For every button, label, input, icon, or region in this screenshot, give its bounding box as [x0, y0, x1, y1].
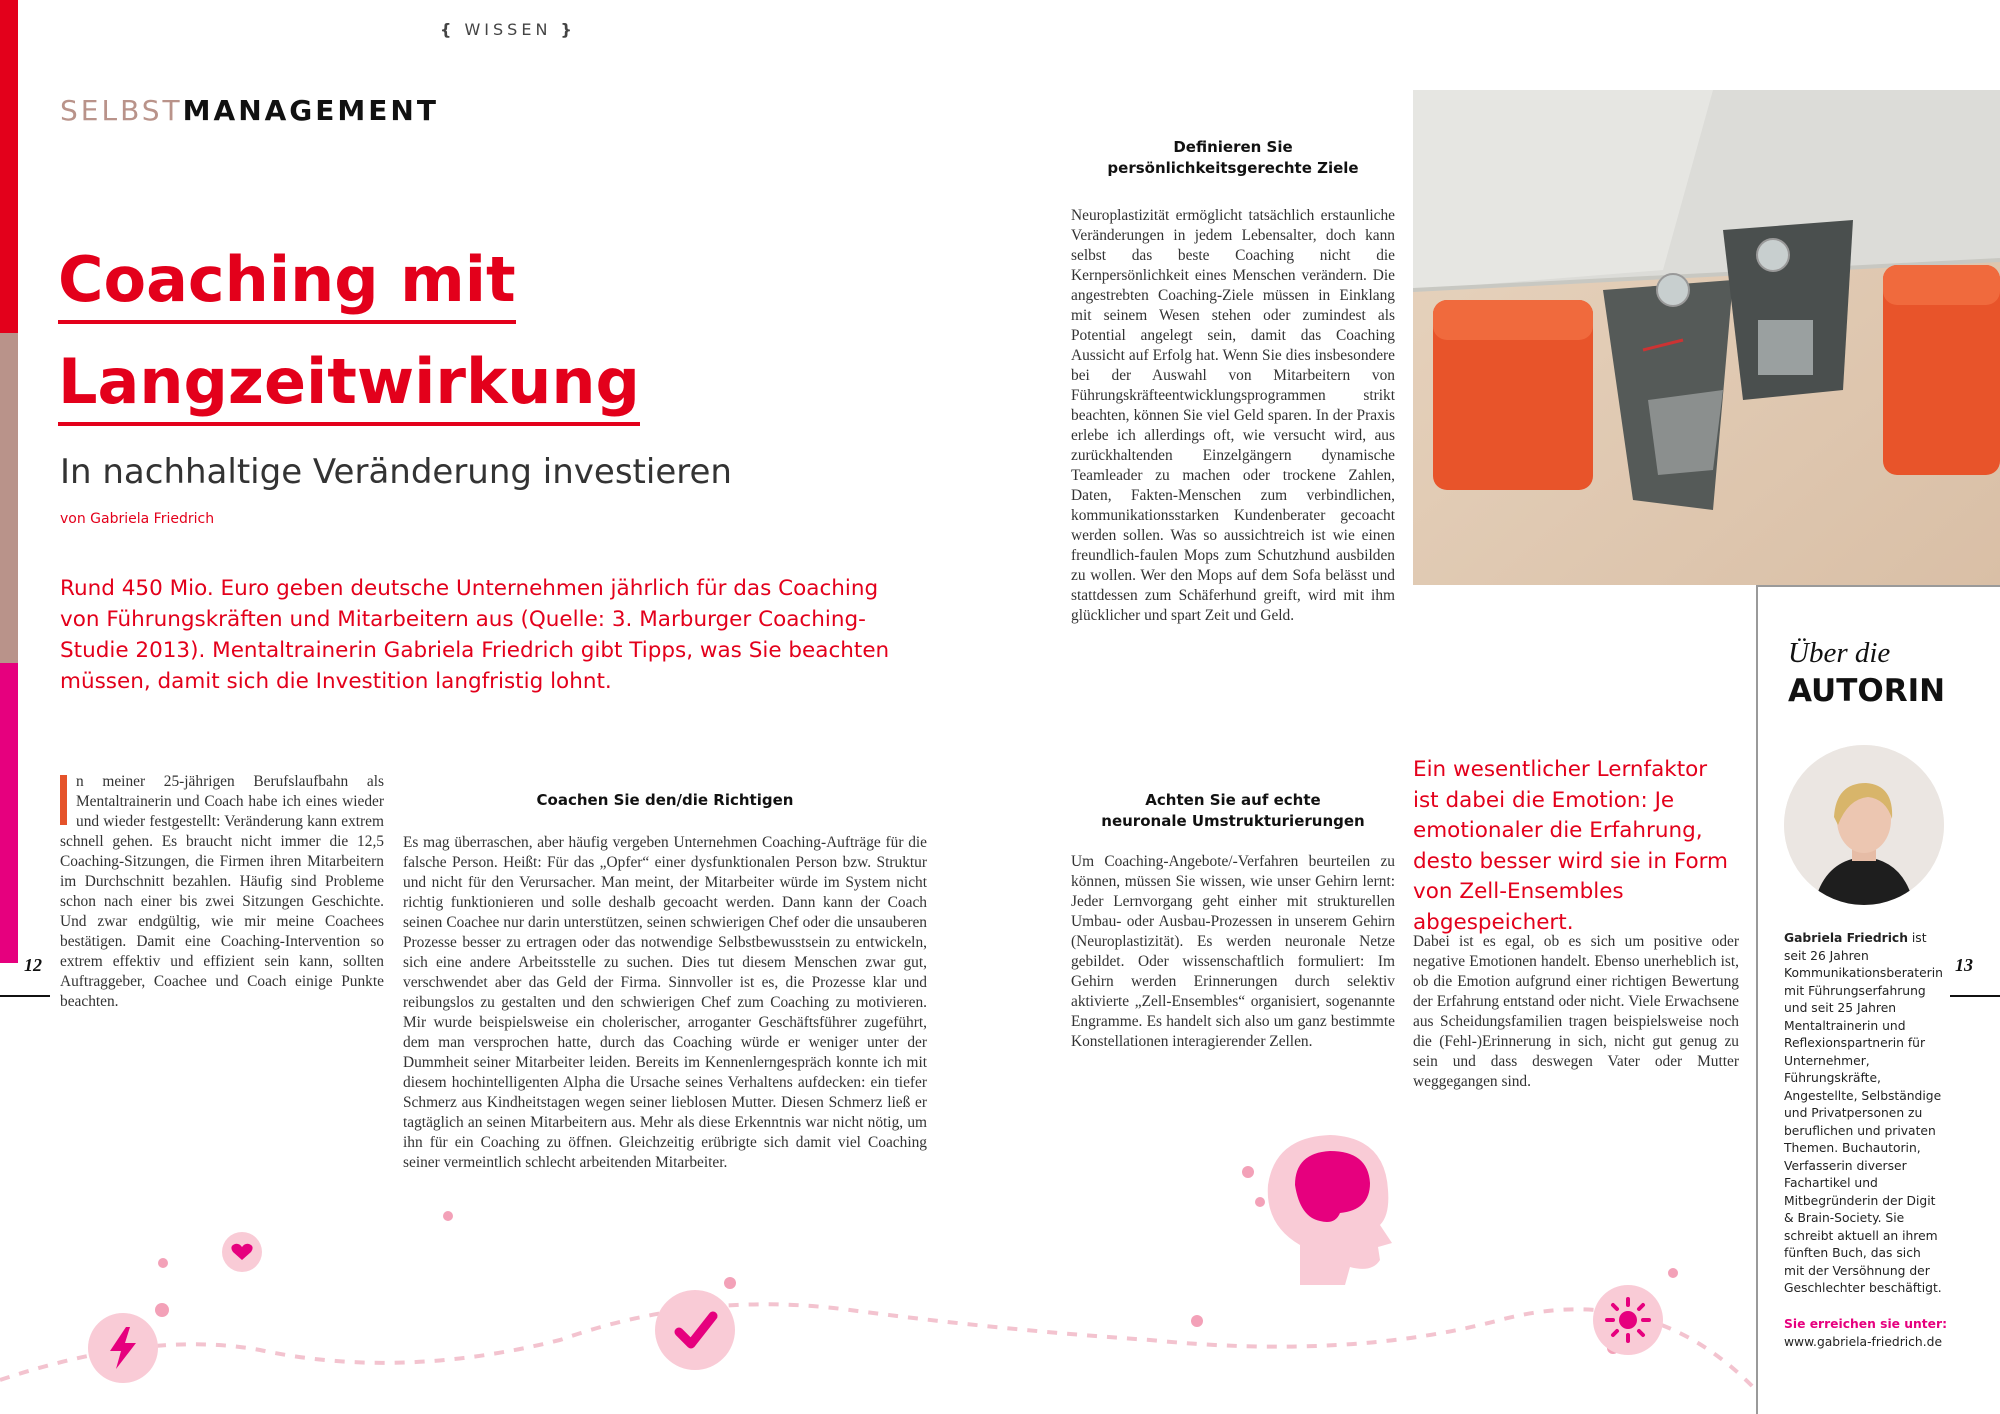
decorative-wave-illustration [0, 1140, 1756, 1414]
body-column-3-top: Neuroplastizität ermöglicht tatsächlich erstaunliche Veränderungen in jedem Lebensalter, doch kann selbst das beste Coaching nicht die Kernpersönlichkeit eines Menschen verändern. Die angestrebten Coaching-Ziele müssen in Einklang mit seinem Wesen stehen oder zumindest als Potential angelegt sein, damit das Coaching Aussicht auf Erfolg hat. Wenn Sie dies insbesondere bei der Auswahl von Mitarbeitern von Führungskräfteentwicklungsprogrammen strikt beachten, können Sie viel Geld sparen. In der Praxis erlebe ich allerdings oft, wie versucht wird, aus zurückhaltenden Einzelgängern dynamische Teamleader zu machen oder trockene Zahlen, Daten, Fakten-Menschen zum verbindlichen, kommunikationsstarken Kundenberater gecoacht werden sollen. Was so aussichtreich ist wie einen freundlich-faulen Mops zum Schutzhund ausbilden zu wollen. Wer den Mops auf dem Sofa belässt und stattdessen zum Schäferhund greift, wird mit ihm glücklicher und spart Zeit und Geld. [1071, 207, 1395, 624]
col3-heading-bottom [1071, 790, 1395, 832]
article-title-line1: Coaching mit [58, 240, 516, 324]
col3-heading-top-line2: persönlichkeitsgerechte Ziele [1107, 159, 1359, 177]
author-website-link[interactable]: www.gabriela-friedrich.de [1784, 1335, 1943, 1349]
edge-bar-taupe [0, 333, 18, 663]
col2-heading: Coachen Sie den/die Richtigen [536, 791, 794, 809]
sidebar-title-italic: Über die [1788, 637, 1891, 669]
author-bio [1784, 930, 1944, 1298]
pull-quote: Ein wesentlicher Lernfaktor ist dabei die Emotion: Je emotionaler die Erfahrung, desto besser wird sie in Form von Zell-Ensembles abgespeichert. [1413, 757, 1729, 935]
article-subtitle: In nachhaltige Veränderung investieren [60, 452, 732, 492]
author-sidebar [1756, 585, 2000, 1414]
dropcap: I [60, 775, 67, 825]
section-header [440, 20, 576, 39]
check-icon [655, 1290, 735, 1370]
section-label: WISSEN [464, 20, 552, 39]
category-light: SELBST [60, 94, 183, 127]
page-number-left-rule [0, 995, 50, 997]
brain-head-icon [1240, 1125, 1410, 1285]
article-title-line2: Langzeitwirkung [58, 342, 640, 426]
col3-heading-bottom-line2: neuronale Umstrukturierungen [1101, 812, 1365, 830]
sidebar-title-bold: AUTORIN [1788, 673, 1946, 709]
contact-label: Sie erreichen sie unter: [1784, 1317, 1947, 1331]
author-name: Gabriela Friedrich [1784, 931, 1908, 945]
body-column-4: Dabei ist es egal, ob es sich um positive oder negative Emotionen handelt. Ebenso unerheblich ist, ob die Emotion aufgrund einer richtigen Bewertung der Erfahrung entstand oder nicht. Viele Erwachsene aus Scheidungsfamilien tragen beispielsweise noch die (Fehl-)Erinnerung in sich, nicht gut genug zu sein und dass deswegen Vater oder Mutter weggegangen sind. [1413, 933, 1739, 1090]
category-bold: MANAGEMENT [182, 94, 439, 127]
category-label [60, 94, 439, 127]
author-bio-text: ist seit 26 Jahren Kommunikationsberaterin mit Führungserfahrung und seit 25 Jahren Mentaltrainerin und Reflexionspartnerin für Unternehmer, Führungskräfte, Angestellte, Selbständige und Privatpersonen zu beruflichen und privaten Themen. Buchautorin, Verfasserin diverser Fachartikel und Mitbegründerin der Digit & Brain-Society. Sie schreibt aktuell an ihrem fünften Buch, das sich mit der Versöhnung der Geschlechter beschäftigt. [1784, 931, 1943, 1295]
lightning-icon [88, 1313, 158, 1383]
page-number-left: 12 [24, 955, 42, 975]
col3-heading-top-line1: Definieren Sie [1173, 138, 1293, 156]
edge-bar-red [0, 0, 18, 333]
col1-text: n meiner 25-jährigen Berufslaufbahn als Mentaltrainerin und Coach habe ich eines wieder und wieder festgestellt: Veränderung kann extrem schnell gehen. Es braucht nicht immer die 12,5 Coaching-Sitzungen, die Firmen ihren Mitarbeitern im Durchschnitt bezahlen. Häufig sind Probleme schon nach einer bis zwei Sitzungen Geschichte. Und zwar endgültig, wie mir meine Coachees bestätigen. Damit eine Coaching-Intervention so extrem effektiv und effizient sein kann, sollten Auftraggeber, Coachee und Coach einige Punkte beachten. [60, 773, 384, 1010]
col3-heading-top [1071, 137, 1395, 179]
body-column-1 [60, 772, 384, 1012]
author-portrait [1784, 745, 1944, 905]
edge-bar-pink [0, 663, 18, 963]
body-column-2: Es mag überraschen, aber häufig vergeben Unternehmen Coaching-Aufträge für die falsche Person. Heißt: Für das „Opfer“ einer dysfunktionalen Person bzw. Struktur und nicht für den Verursacher. Man meint, der Mitarbeiter würde im System nicht richtig funktionieren und solle deshalb gecoacht werden. Dann kann der Coach seinen Coachee nur darin unterstützen, seinen schwierigen Chef oder die unsauberen Prozesse besser zu ertragen oder das notwendige Selbstbewusstsein zu entwickeln, sich eine andere Arbeitsstelle zu suchen. Dies tut diesem Menschen zwar gut, verschwendet aber das Geld der Firma. Sinnvoller ist es, die Prozesse klar und reibungslos zu gestalten und den schwierigen Chef zum Coaching zu motivieren. Mir wurde beispielsweise ein cholerischer, arroganter Geschäftsführer zugeführt, dem man versprochen hatte, durch das Coaching würde er weniger unter der Dummheit seiner Mitarbeiter leiden. Bereits im Kennenlerngespräch konnte ich mit diesem hochintelligenten Alpha die Ursache seines Verhaltens aufdecken: ein tiefer Schmerz aus Kindheitstagen wegen seiner lieblosen Mutter. Diesen Schmerz ließ er tagtäglich an seinen Mitarbeitern aus. Mehr als diese Erkenntnis war nicht nötig, um ihn für ein Coaching zu öffnen. Gleichzeitig erübrigte sich damit viel Coaching seiner vermeintlich schlecht arbeitenden Mitarbeiter. [403, 834, 927, 1171]
author-avatar [1784, 745, 1944, 905]
photo-illustration [1413, 90, 2000, 585]
photo-seating-area [1413, 90, 2000, 585]
page-number-right-rule [1950, 995, 2000, 997]
heart-icon [222, 1232, 262, 1272]
col3-heading-bottom-line1: Achten Sie auf echte [1145, 791, 1321, 809]
brace-left: { [440, 20, 456, 39]
byline: von Gabriela Friedrich [60, 511, 215, 527]
body-column-3-bottom: Um Coaching-Angebote/-Verfahren beurteilen zu können, müssen Sie wissen, wie unser Gehirn lernt: Jeder Lernvorgang geht einher mit strukturellen Umbau- oder Ausbau-Prozessen in unserem Gehirn (Neuroplastizität). Es werden neuronale Netze gebildet. Oder wissenschaftlich formuliert: Im Gehirn werden Erinnerungen durch selektiv aktivierte „Zell-Ensembles“ organisiert, sogenannte Engramme. Es handelt sich also um ganz bestimmte Konstellationen interagierender Zellen. [1071, 853, 1395, 1050]
page-number-right: 13 [1955, 955, 1973, 975]
sun-icon [1593, 1285, 1663, 1355]
brace-right: } [560, 20, 576, 39]
lead-paragraph: Rund 450 Mio. Euro geben deutsche Unternehmen jährlich für das Coaching von Führungskräften und Mitarbeitern aus (Quelle: 3. Marburger Coaching-Studie 2013). Mentaltrainerin Gabriela Friedrich gibt Tipps, was Sie beachten müssen, damit sich die Investition langfristig lohnt. [60, 576, 890, 694]
